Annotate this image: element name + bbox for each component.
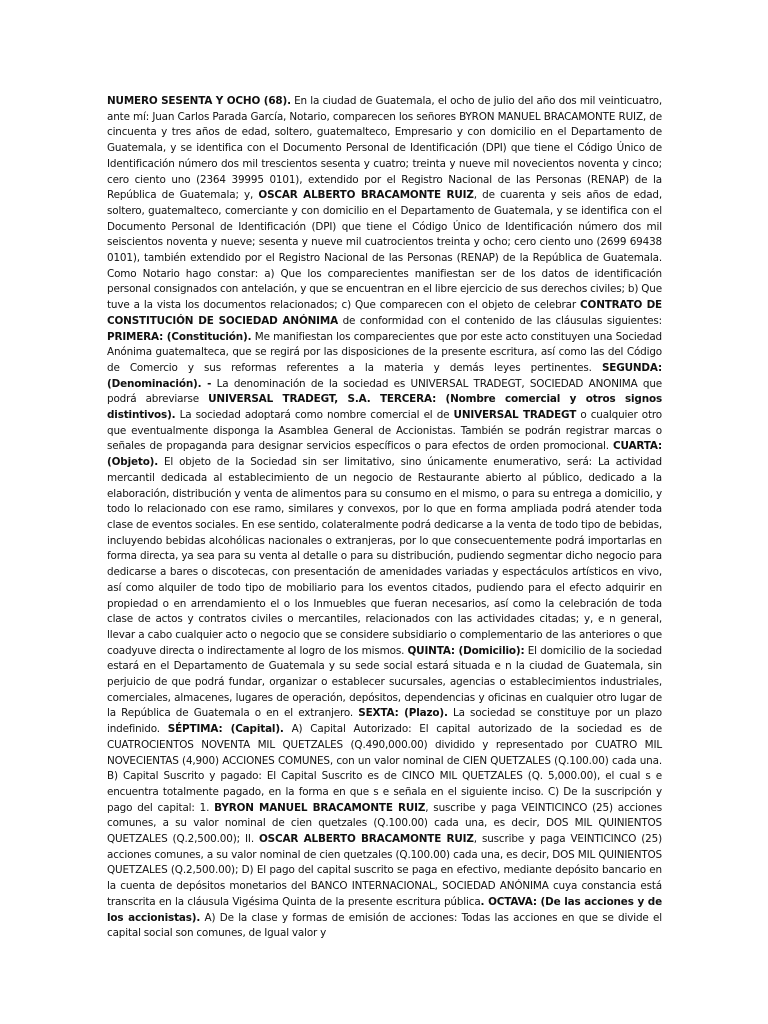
clause-heading-septima: SÉPTIMA: (Capital). xyxy=(167,723,284,736)
clause-heading-sexta: SEXTA: (Plazo). xyxy=(358,707,448,720)
clause-heading-quinta: QUINTA: (Domicilio): xyxy=(407,644,525,657)
text-run: El objeto de la Sociedad sin ser limitativo, sino únicamente enumerativo, será: La actividad mercantil dedicada al establecimiento de un negocio de Restaurante abierto al público, dedicado a la elaboración, distribución y venta de alimentos para su consumo en el mismo, o para su entrega a domicilio, y todo lo relacionado con ese ramo, similares y convexos, por lo que en forma ampliada podrá atender toda clase de eventos sociales. En ese sentido, colateralmente podrá dedicarse a la venta de todo tipo de bebidas, incluyendo bebidas alcohólicas nacionales o extranjeras, por lo que consecuentemente podrá importarlas en forma directa, ya sea para su venta al detalle o para su distribución, pudiendo segmentar dicho negocio para dedicarse a bares o discotecas, con presentación de amenidades variadas y espectáculos artísticos en vivo, así como alquiler de todo tipo de mobiliario para los eventos citados, pudiendo para el efecto adquirir en propiedad o en arrendamiento el o los Inmuebles que fueran necesarios, así como la celebración de toda clase de actos y contratos civiles o mercantiles, relacionados con las actividades citadas; y, e n general, llevar a cabo cualquier acto o negocio que se considere subsidiario o complementario de las anteriores o que coadyuve directa o indirectamente al logro de los mismos. xyxy=(107,456,662,657)
text-run: o cualquier otro que eventualmente disponga la Asamblea General de Accionistas. También se podrán registrar marcas o señales de propaganda para designar servicios específicos o para efectos de orden promocional. xyxy=(107,409,663,453)
text-run: La sociedad adoptará como nombre comercial el de xyxy=(175,409,454,422)
clause-heading-cuarta: CUARTA: (Objeto). xyxy=(107,440,662,469)
deed-paragraph xyxy=(107,94,662,942)
party-name-byron: BYRON MANUEL BRACAMONTE RUIZ xyxy=(214,801,426,814)
text-run: , suscribe y paga VEINTICINCO (25) acciones comunes, a su valor nominal de cien quetzales (Q.100.00) cada una, es decir, DOS MIL QUINIENTOS QUETZALES (Q.2,500.00); D) El pago del capital suscrito se paga en efectivo, mediante depósito bancario en la cuenta de depósitos monetarios del BANCO INTERNACIONAL, SOCIEDAD ANÓNIMA cuya constancia está transcrita en la cláusula Vigésima Quinta de la presente escritura pública xyxy=(107,833,662,908)
clause-heading-segunda: SEGUNDA: (Denominación). - xyxy=(107,361,662,390)
deed-body-text xyxy=(107,94,662,942)
text-run: A) Capital Autorizado: El capital autorizado de la sociedad es de CUATROCIENTOS NOVENTA MIL QUETZALES (Q.490,000.00) dividido y representado por CUATRO MIL NOVECIENTAS (4,900) ACCIONES COMUNES, con un valor nominal de CIEN QUETZALES (Q.100.00) cada una. B) Capital Suscrito y pagado: El Capital Suscrito es de CINCO MIL QUETZALES (Q. 5,000.00), el cual s e encuentra totalmente pagado, en la forma en que s e señala en el siguiente inciso. C) De la suscripción y pago del capital: 1. xyxy=(107,723,663,814)
clause-heading-tercera: UNIVERSAL TRADEGT, S.A. TERCERA: (Nombre comercial y otros signos distintivos). xyxy=(107,393,662,422)
text-run: A) De la clase y formas de emisión de acciones: Todas las acciones en que se divide el capital social son comunes, de Igual valor y xyxy=(107,911,662,940)
contract-title: CONTRATO DE CONSTITUCIÓN DE SOCIEDAD ANÓNIMA xyxy=(107,299,662,327)
clause-heading-primera: PRIMERA: (Constitución). xyxy=(107,330,252,343)
text-run: La sociedad se constituye por un plazo indefinido. xyxy=(107,707,663,736)
text-run: Me manifiestan los comparecientes que por este acto constituyen una Sociedad Anónima guatemalteca, que se regirá por las disposiciones de la presente escritura, así como las del Código de Comercio y sus reformas referentes a la materia y demás leyes pertinentes. xyxy=(107,330,662,374)
deed-number-heading: NUMERO SESENTA Y OCHO (68). xyxy=(107,95,291,107)
party-name-oscar-capital: OSCAR ALBERTO BRACAMONTE RUIZ xyxy=(259,833,474,846)
clause-heading-octava: . OCTAVA: (De las acciones y de los accionistas). xyxy=(107,895,662,924)
text-run: , suscribe y paga VEINTICINCO (25) acciones comunes, a su valor nominal de cien quetzales (Q.100.00) cada una, es decir, DOS MIL QUINIENTOS QUETZALES (Q.2,500.00); II. xyxy=(107,801,662,846)
text-run: En la ciudad de Guatemala, el ocho de julio del año dos mil veinticuatro, ante mí: Juan Carlos Parada García, Notario, comparecen los señores BYRON MANUEL BRACAMONTE RUIZ, de cincuenta y tres años de edad, soltero, guatemalteco, Empresario y con domicilio en el Departamento de Guatemala, y se identifica con el Documento Personal de Identificación (DPI) que tiene el Código Único de Identificación número dos mil trescientos sesenta y cuatro; treinta y nueve mil novecientos noventa y cinco; cero ciento uno (2364 39995 0101), extendido por el Registro Nacional de las Personas (RENAP) de la República de Guatemala; y, xyxy=(107,95,662,202)
text-run: de conformidad con el contenido de las cláusulas siguientes: xyxy=(337,314,662,327)
text-run: El domicilio de la sociedad estará en el Departamento de Guatemala y su sede social estará situada e n la ciudad de Guatemala, sin perjuicio de que podrá fundar, organizar o establecer sucursales, agencias o establecimientos industriales, comerciales, almacenes, lugares de operación, depósitos, dependencias y oficinas en cualquier otro lugar de la República de Guatemala o en el extranjero. xyxy=(107,644,662,720)
trade-name: UNIVERSAL TRADEGT xyxy=(453,409,577,422)
party-name-oscar: OSCAR ALBERTO BRACAMONTE RUIZ xyxy=(258,189,474,202)
text-run: La denominación de la sociedad es UNIVERSAL TRADEGT, SOCIEDAD ANONIMA que podrá abreviarse xyxy=(107,377,663,406)
text-run: , de cuarenta y seis años de edad, soltero, guatemalteco, comerciante y con domicilio en el Departamento de Guatemala, y se identifica con el Documento Personal de Identificación (DPI) que tiene el Código Único de Identificación número dos mil seiscientos noventa y nueve; sesenta y nueve mil cuatrocientos treinta y ocho; cero ciento uno (2699 69438 0101), también extendido por el Registro Nacional de las Personas (RENAP) de la República de Guatemala. Como Notario hago constar: a) Que los comparecientes manifiestan ser de los datos de identificación personal consignados con antelación, y que se encuentran en el libre ejercicio de sus derechos civiles; b) Que tuve a la vista los documentos relacionados; c) Que comparecen con el objeto de celebrar xyxy=(107,189,663,312)
